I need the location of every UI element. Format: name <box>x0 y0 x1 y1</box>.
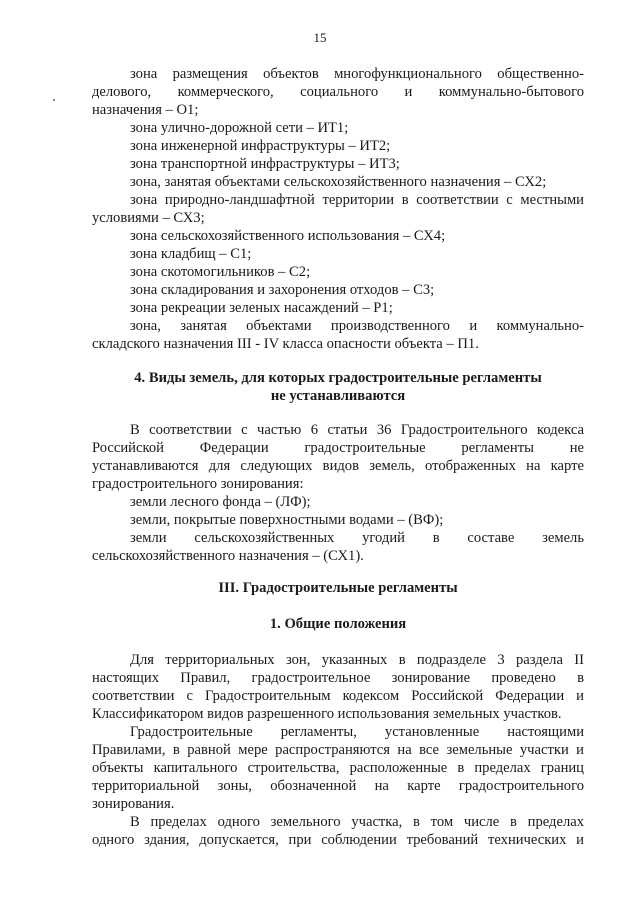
zone-o1-line-3: назначения – О1; <box>92 102 199 118</box>
para2-line-1: Градостроительные регламенты, установленные настоящими <box>130 724 584 740</box>
zone-s2: зона скотомогильников – С2; <box>130 264 311 280</box>
section4-intro-line-3: устанавливаются для следующих видов земель, отображенных на карте <box>92 458 584 474</box>
section4-intro-line-2: Российской Федерации градостроительные регламенты не <box>92 440 584 456</box>
para2-line-4: территориальной зоны, обозначенной на карте градостроительного <box>92 778 584 794</box>
zone-skh4: зона сельскохозяйственного использования – СХ4; <box>130 228 446 244</box>
land-lf: земли лесного фонда – (ЛФ); <box>130 494 311 510</box>
para1-line-4: Классификатором видов разрешенного использования земельных участков. <box>92 706 562 722</box>
para1-line-1: Для территориальных зон, указанных в подразделе 3 раздела II <box>130 652 584 668</box>
para1-line-2: настоящих Правил, градостроительное зонирование проведено в <box>92 670 584 686</box>
zone-it1: зона улично-дорожной сети – ИТ1; <box>130 120 349 136</box>
land-skh1-line-2: сельскохозяйственного назначения – (СХ1). <box>92 548 364 564</box>
zone-skh2: зона, занятая объектами сельскохозяйственного назначения – СХ2; <box>130 174 547 190</box>
section4-intro-line-1: В соответствии с частью 6 статьи 36 Градостроительного кодекса <box>130 422 584 438</box>
para3-line-2: одного здания, допускается, при соблюдении требований технических и <box>92 832 584 848</box>
zone-r1: зона рекреации зеленых насаждений – Р1; <box>130 300 393 316</box>
section4-heading-line-1: 4. Виды земель, для которых градостроительные регламенты <box>134 370 542 386</box>
zone-it2: зона инженерной инфраструктуры – ИТ2; <box>130 138 391 154</box>
part3-subheading: 1. Общие положения <box>269 616 407 632</box>
zone-p1-line-1: зона, занятая объектами производственного и коммунально- <box>130 318 584 334</box>
land-vf: земли, покрытые поверхностными водами – (ВФ); <box>130 512 444 528</box>
zone-skh3-line-2: условиями – СХ3; <box>92 210 205 226</box>
zone-o1-line-2: делового, коммерческого, социального и коммунально-бытового <box>92 84 584 100</box>
part3-heading: III. Градостроительные регламенты <box>218 580 458 596</box>
para3-line-1: В пределах одного земельного участка, в том числе в пределах <box>130 814 584 830</box>
page-number: 15 <box>313 30 327 45</box>
zone-skh3-line-1: зона природно-ландшафтной территории в соответствии с местными <box>130 192 584 208</box>
land-skh1-line-1: земли сельскохозяйственных угодий в составе земель <box>130 530 584 546</box>
para1-line-3: соответствии с Градостроительным кодексом Российской Федерации и <box>92 688 584 704</box>
zone-o1-line-1: зона размещения объектов многофункционального общественно- <box>130 66 584 82</box>
section4-heading-line-2: не устанавливаются <box>270 388 406 404</box>
zone-s1: зона кладбищ – С1; <box>130 246 252 262</box>
para2-line-3: объекты капитального строительства, расположенные в пределах границ <box>92 760 584 776</box>
para2-line-2: Правилами, в равной мере распространяются на все земельные участки и <box>92 742 584 758</box>
zone-p1-line-2: складского назначения III - IV класса опасности объекта – П1. <box>92 336 479 352</box>
scan-speck <box>53 99 55 101</box>
zone-it3: зона транспортной инфраструктуры – ИТ3; <box>130 156 400 172</box>
section4-intro-line-4: градостроительного зонирования: <box>92 476 304 492</box>
zone-s3: зона складирования и захоронения отходов – С3; <box>130 282 435 298</box>
para2-line-5: зонирования. <box>92 796 175 812</box>
